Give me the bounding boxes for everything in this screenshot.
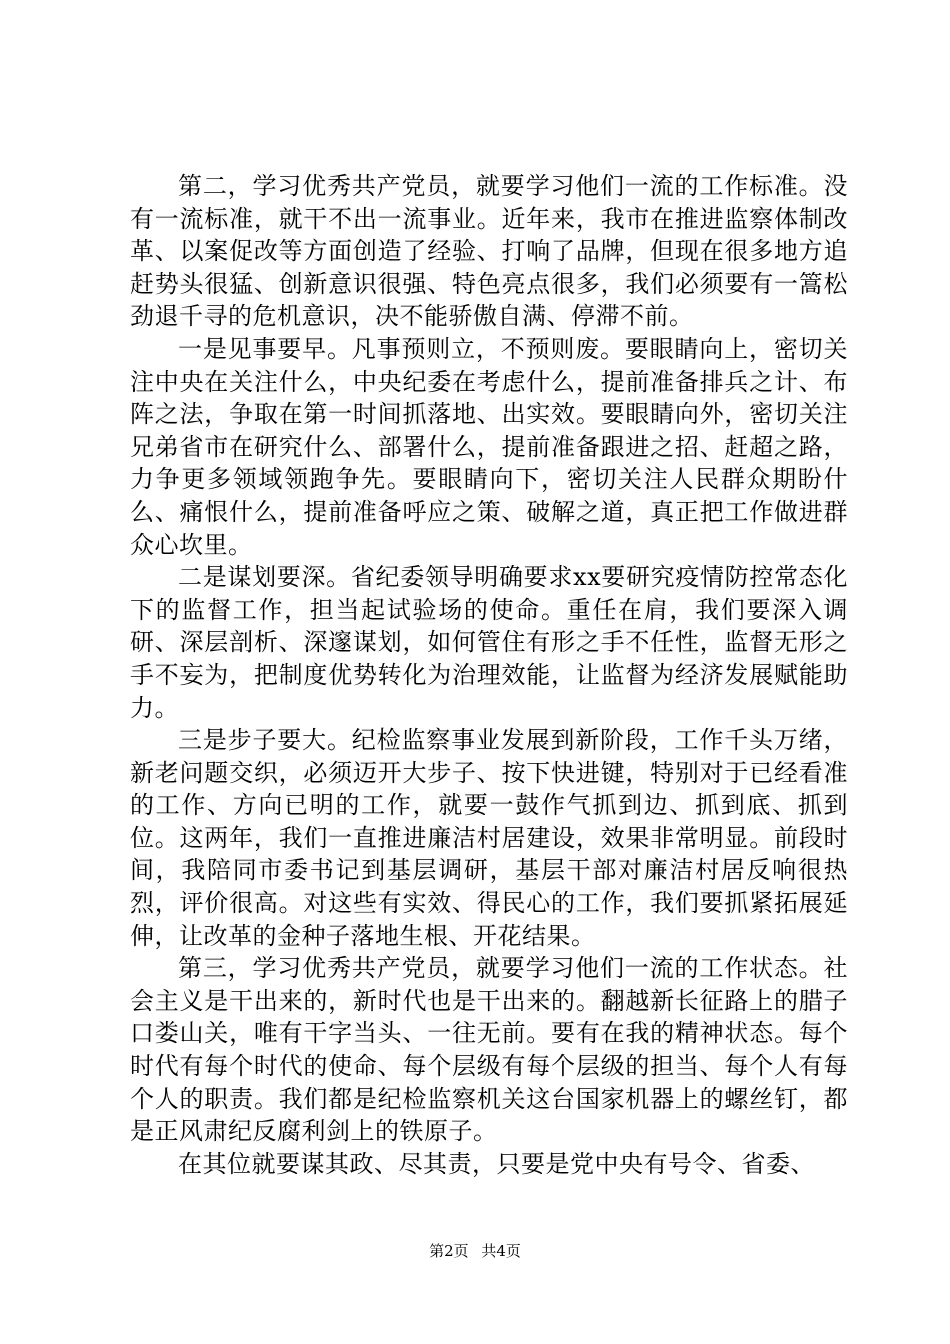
paragraph: 在其位就要谋其政、尽其责，只要是党中央有号令、省委、 <box>178 1149 815 1178</box>
paragraph: 一是见事要早。凡事预则立，不预则废。要眼睛向上，密切关注中央在关注什么，中央纪委在考虑什么，提前准备排兵之计、布阵之法，争取在第一时间抓落地、出实效。要眼睛向外，密切关注兄弟省市在研究什么、部署什么，提前准备跟进之招、赶超之路，力争更多领域领跑争先。要眼睛向下，密切关注人民群众期盼什么、痛恨什么，提前准备呼应之策、破解之道，真正把工作做进群众心坎里。 <box>130 334 848 559</box>
paragraph: 第三，学习优秀共产党员，就要学习他们一流的工作状态。社会主义是干出来的，新时代也是干出来的。翻越新长征路上的腊子口娄山关，唯有干字当头、一往无前。要有在我的精神状态。每个时代有每个时代的使命、每个层级有每个层级的担当、每个人有每个人的职责。我们都是纪检监察机关这台国家机器上的螺丝钉，都是正风肃纪反腐利剑上的铁原子。 <box>130 954 848 1146</box>
paragraph: 第二，学习优秀共产党员，就要学习他们一流的工作标准。没有一流标准，就干不出一流事业。近年来，我市在推进监察体制改革、以案促改等方面创造了经验、打响了品牌，但现在很多地方追赶势头很猛、创新意识很强、特色亮点很多，我们必须要有一篙松劲退千寻的危机意识，决不能骄傲自满、停滞不前。 <box>130 172 848 331</box>
paragraph: 二是谋划要深。省纪委领导明确要求xx要研究疫情防控常态化下的监督工作，担当起试验场的使命。重任在肩，我们要深入调研、深层剖析、深邃谋划，如何管住有形之手不任性，监督无形之手不妄为，把制度优势转化为治理效能，让监督为经济发展赋能助力。 <box>130 563 848 722</box>
document-body <box>130 170 848 1180</box>
paragraph: 三是步子要大。纪检监察事业发展到新阶段，工作千头万绪，新老问题交织，必须迈开大步子、按下快进键，特别对于已经看准的工作、方向已明的工作，就要一鼓作气抓到边、抓到底、抓到位。这两年，我们一直推进廉洁村居建设，效果非常明显。前段时间，我陪同市委书记到基层调研，基层干部对廉洁村居反响很热烈，评价很高。对这些有实效、得民心的工作，我们要抓紧拓展延伸，让改革的金种子落地生根、开花结果。 <box>130 726 848 950</box>
page-footer <box>0 1241 950 1261</box>
page-total: 共4页 <box>481 1242 521 1260</box>
page-number: 第2页 <box>429 1242 469 1260</box>
